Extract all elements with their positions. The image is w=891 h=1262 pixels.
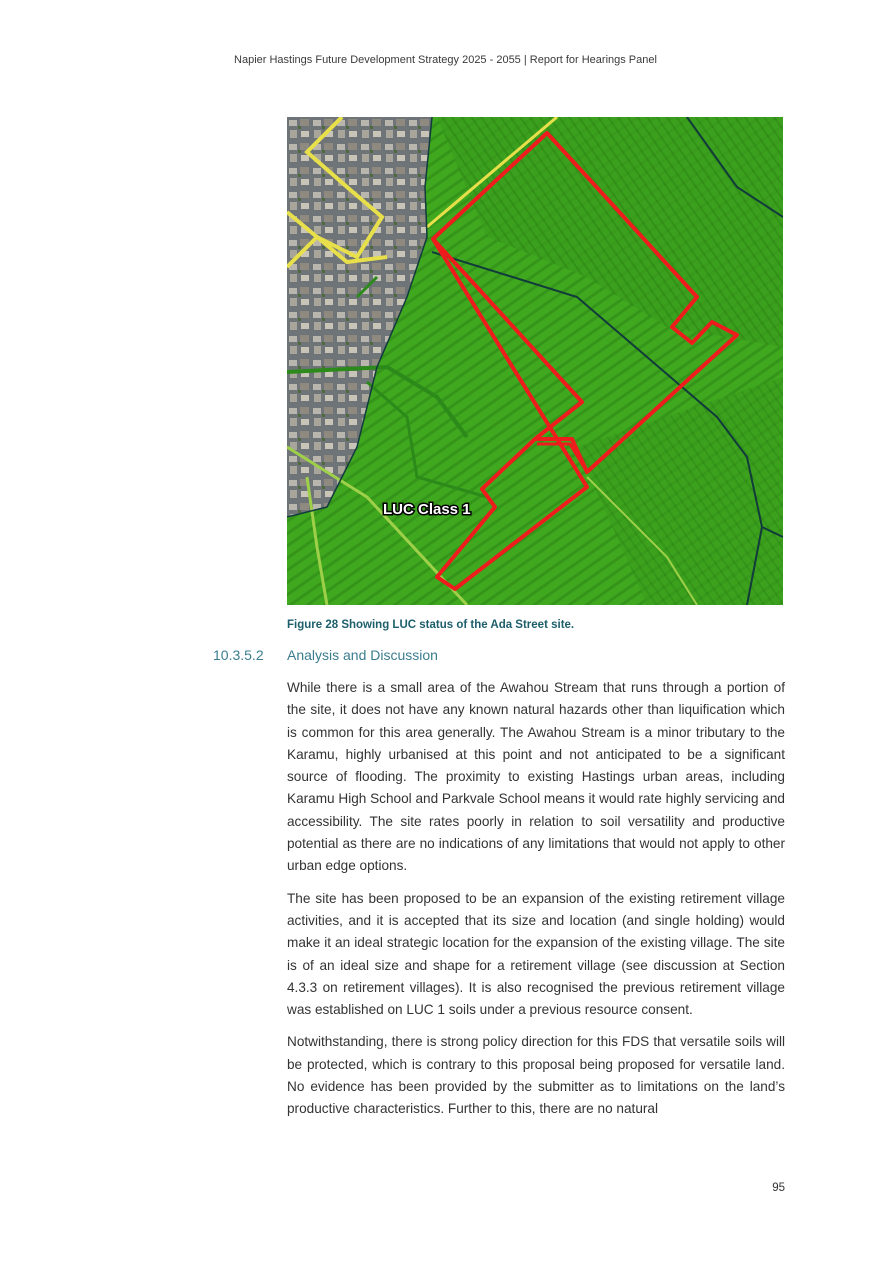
section-number: 10.3.5.2 [213,647,264,663]
body-text [287,677,785,1131]
luc-map-figure [287,117,783,605]
paragraph: Notwithstanding, there is strong policy direction for this FDS that versatile soils will be protected, which is contrary to this proposal being proposed for versatile land. No evidence has been provided by the submitter as to limitations on the land’s productive characteristics. Further to this, there are no natural [287,1034,785,1117]
paragraph: While there is a small area of the Awahou Stream that runs through a portion of the site, it does not have any known natural hazards other than liquification which is common for this area generally. The Awahou Stream is a minor tributary to the Karamu, highly urbanised at this point and not anticipated to be a significant source of flooding. The proximity to existing Hastings urban areas, including Karamu High School and Parkvale School means it would rate highly servicing and accessibility. The site rates poorly in relation to soil versatility and productive potential as there are no indications of any limitations that would not apply to other urban edge options. [287,680,785,874]
section-title: Analysis and Discussion [287,647,438,663]
figure-caption: Figure 28 Showing LUC status of the Ada Street site. [287,619,575,631]
paragraph: The site has been proposed to be an expansion of the existing retirement village activities, and it is accepted that its size and location (and single holding) would make it an ideal strategic location for the expansion of the existing village. The site is of an ideal size and shape for a retirement village (see discussion at Section 4.3.3 on retirement villages). It is also recognised the previous retirement village was established on LUC 1 soils under a previous resource consent. [287,890,785,1018]
page-number: 95 [772,1182,785,1194]
luc-class-label: LUC Class 1 [383,501,471,518]
running-header: Napier Hastings Future Development Strategy 2025 - 2055 | Report for Hearings Panel [234,54,657,66]
